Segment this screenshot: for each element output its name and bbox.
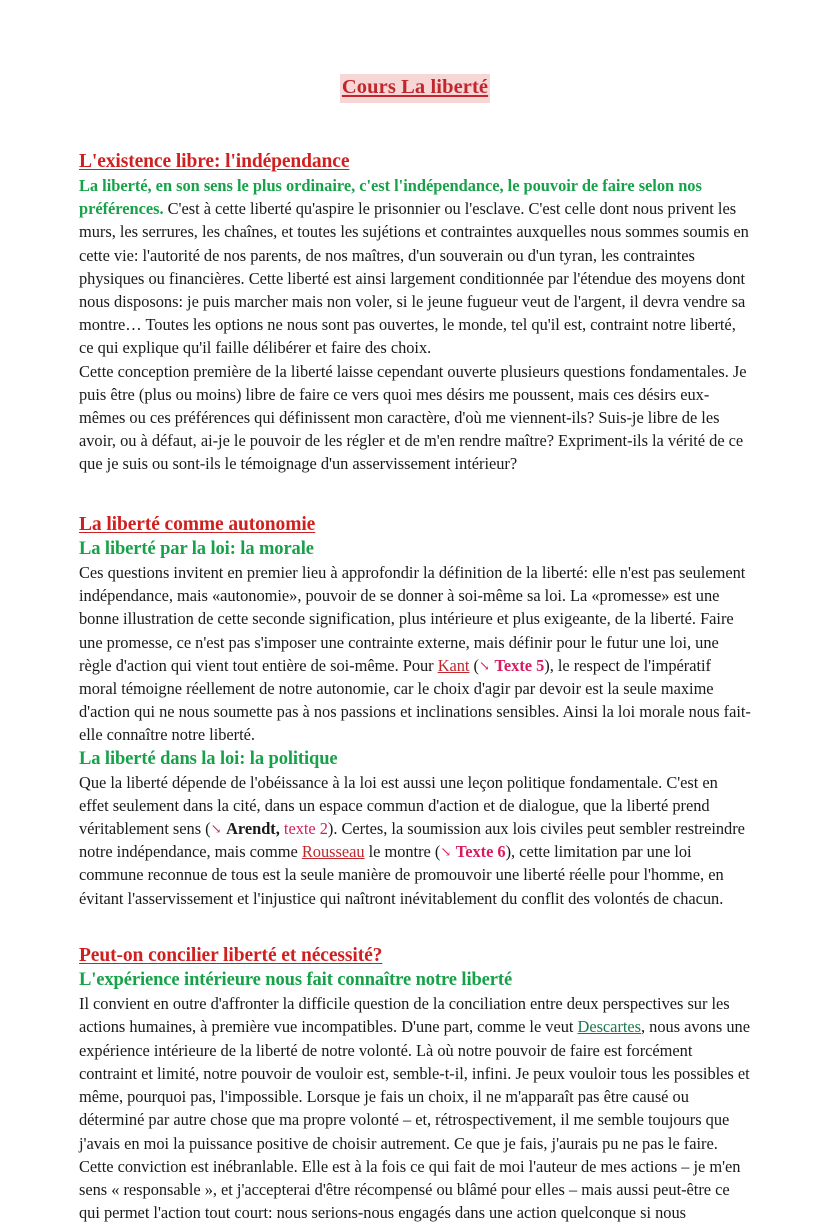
spacer-after-section-2	[79, 910, 751, 943]
arrow-down-right-icon-3: ↘	[440, 844, 452, 860]
reference-texte-2[interactable]: texte 2	[283, 819, 328, 839]
lead-bold-green-independance: La liberté, en son sens le plus ordinaire, c'est l'indépendance, le pouvoir de faire selon nos préférences.	[79, 175, 702, 219]
paragraph-politique-part-1: Que la liberté dépende de l'obéissance à la loi est aussi une leçon politique fondamentale. C'est en effet seulement dans la cité, dans un espace commun d'action et de dialogue, que la liberté prend véritablement sens (	[79, 772, 718, 839]
paragraph-experience-interieure	[79, 992, 751, 1224]
paragraph-experience-part-2: , nous avons une expérience intérieure de la liberté de notre volonté. Là où notre pouvoir de faire est forcément contraint et limité, notre pouvoir de vouloir est, semble-t-il, infini. Je peux vouloir tous les possibles et même, pourquoi pas, l'impossible. Lorsque je fais un choix, il ne m'apparaît pas être causé ou déterminé par autre chose que ma propre volonté – et, rétrospectivement, il me semble toujours que j'avais en moi la puissance positive de choisir autrement. Ce que je fais, j'aurais pu ne pas le faire. Cette conviction est inébranlable. Elle est à la fois ce qui fait de moi l'auteur de mes actions – je m'en sens « responsable », et j'accepterai d'être récompensé ou blâmé pour elles – mais aussi peut-être ce qui permet l'action tout court: nous serions-nous engagés dans une action quelconque si nous	[79, 1017, 750, 1223]
spacer-after-section-1	[79, 476, 751, 512]
section-heading-autonomie: La liberté comme autonomie	[79, 513, 316, 535]
paragraph-morale-part-1: Ces questions invitent en premier lieu à approfondir la définition de la liberté: elle n'est pas seulement indépendance, mais «autonomie», pouvoir de se donner à soi-même sa loi. La «promesse» est une bonne illustration de cette seconde signification, plus intérieure et plus exigeante, de la liberté. Faire une promesse, ce n'est pas s'imposer une contrainte externe, mais définir pour le futur une loi, une règle d'action qui vient tout entière de soi-même. Pour	[79, 563, 746, 675]
author-arendt: Arendt,	[226, 819, 280, 839]
document-title-container	[79, 0, 751, 103]
paragraph-independance-1-body: C'est à cette liberté qu'aspire le prisonnier ou l'esclave. C'est celle dont nous privent les murs, les serrures, les chaînes, et toutes les sujétions et contraintes auxquelles nous sommes soumis en cette vie: l'autorité de nos parents, de nos maîtres, d'un souverain ou d'un tyran, les contraintes physiques ou financières. Cette liberté est ainsi largement conditionnée par l'étendue des moyens dont nous disposons: je puis marcher mais non voler, si le jeune fugueur veut de l'argent, il devra vendre sa montre… Toutes les options ne nous sont pas ouvertes, le monde, tel qu'il est, contraint notre liberté, ce qui explique qu'il faille délibérer et faire des choix.	[79, 199, 749, 358]
sub-heading-politique: La liberté dans la loi: la politique	[79, 748, 338, 769]
paragraph-independance-1	[79, 174, 751, 360]
paragraph-politique-part-2: ). Certes, la soumission aux lois civiles peut sembler restreindre notre indépendance, mais comme	[79, 819, 745, 862]
sub-heading-experience-interieure: L'expérience intérieure nous fait connaître notre liberté	[79, 970, 513, 991]
paragraph-experience-part-1: Il convient en outre d'affronter la difficile question de la conciliation entre deux perspectives sur les actions humaines, à première vue incompatibles. D'une part, comme le veut	[79, 994, 730, 1037]
paragraph-politique	[79, 771, 751, 910]
reference-texte-5[interactable]: Texte 5	[494, 655, 545, 675]
link-rousseau[interactable]: Rousseau	[301, 842, 365, 862]
paragraph-morale-open-paren: (	[469, 655, 479, 675]
link-descartes[interactable]: Descartes	[577, 1017, 642, 1037]
paragraph-politique-part-3: le montre (	[364, 842, 441, 862]
spacer-after-title	[79, 103, 751, 149]
section-heading-independance: L'existence libre: l'indépendance	[79, 150, 350, 172]
link-kant[interactable]: Kant	[437, 655, 470, 675]
arrow-down-right-icon-2: ↘	[210, 821, 222, 837]
document-content	[79, 0, 751, 1224]
section-heading-necessite: Peut-on concilier liberté et nécessité?	[79, 944, 383, 966]
paragraph-politique-part-4: ), cette limitation par une loi commune reconnue de tous est la seule manière de promouvoir une liberté réelle pour l'homme, en évitant l'asservissement et l'injustice qui naîtront inévitablement du conflit des volontés de chacun.	[79, 842, 724, 908]
arrow-down-right-icon: ↘	[479, 657, 491, 673]
paragraph-morale	[79, 561, 751, 747]
paragraph-independance-2: Cette conception première de la liberté laisse cependant ouverte plusieurs questions fondamentales. Je puis être (plus ou moins) libre de faire ce vers quoi mes désirs me poussent, mais ces désirs eux-mêmes ou ces préférences qui définissent mon caractère, d'où me viennent-ils? Suis-je libre de les avoir, ou à défaut, ai-je le pouvoir de les régler et de m'en rendre maître? Expriment-ils la vérité de ce que je suis ou sont-ils le témoignage d'un asservissement intérieur?	[79, 361, 747, 474]
sub-heading-morale: La liberté par la loi: la morale	[79, 538, 314, 559]
reference-texte-6[interactable]: Texte 6	[455, 842, 506, 862]
paragraph-morale-part-3: ), le respect de l'impératif moral témoigne réellement de notre autonomie, car le choix d'agir par devoir est la seule maxime d'action qui ne nous soumette pas à nos passions et inclinations sensibles. Ainsi la loi morale nous fait-elle connaître notre liberté.	[79, 655, 751, 745]
document-title: Cours La liberté	[340, 74, 490, 103]
